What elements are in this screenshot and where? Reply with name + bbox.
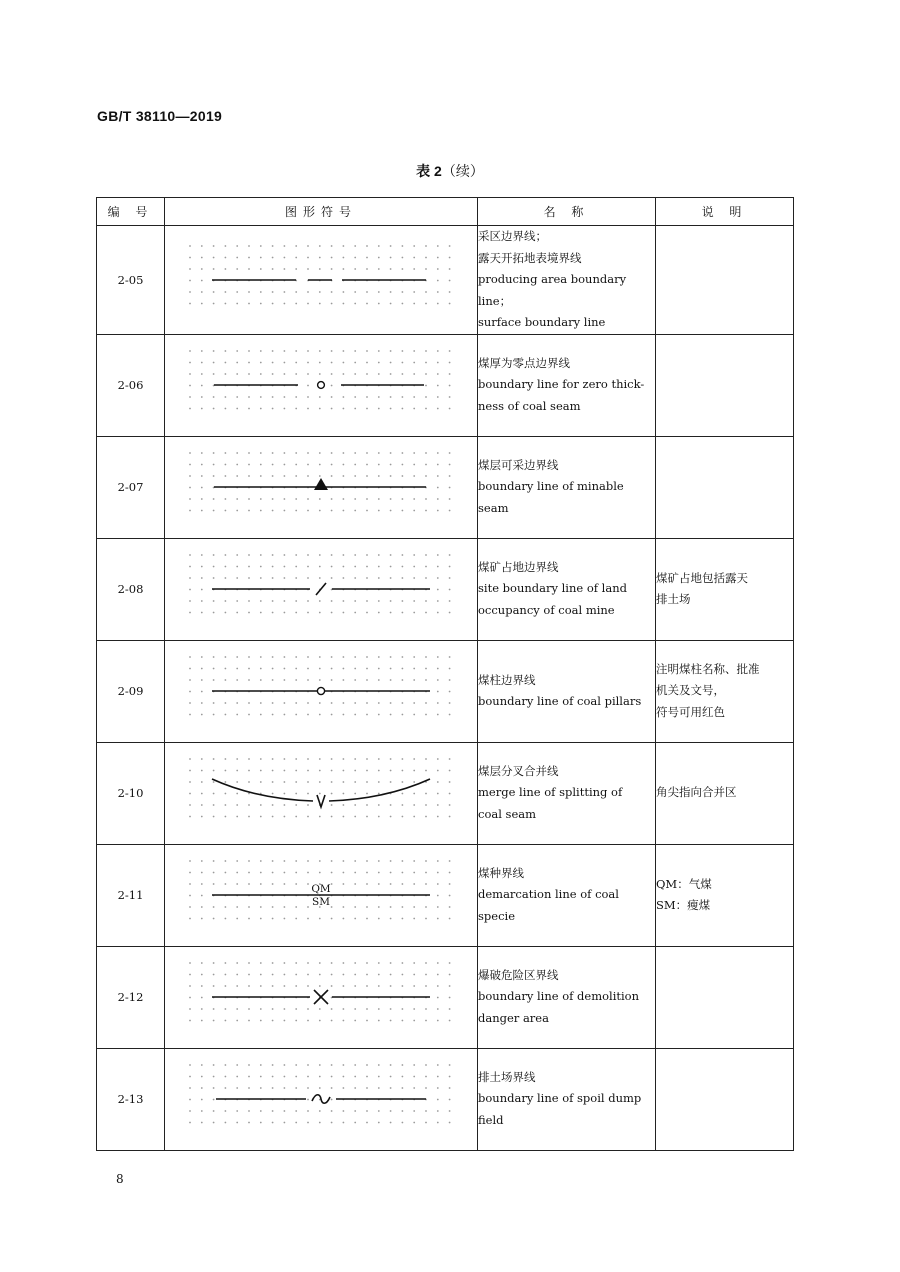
dot-grid bbox=[189, 554, 450, 613]
graphic-symbol bbox=[186, 449, 456, 525]
dot-grid bbox=[189, 350, 450, 409]
symbol-name bbox=[478, 844, 656, 946]
table-title bbox=[0, 161, 900, 181]
symbol-name bbox=[478, 1048, 656, 1150]
note-line: 煤矿占地包括露天 bbox=[656, 570, 748, 585]
symbol-number: 2-11 bbox=[97, 844, 165, 946]
symbol-cell bbox=[165, 742, 478, 844]
symbol-number: 2-05 bbox=[97, 226, 165, 335]
column-header-note: 说 明 bbox=[656, 198, 794, 226]
name-line: coal seam bbox=[478, 806, 537, 821]
tilde-marker bbox=[312, 1095, 330, 1104]
table-row bbox=[97, 1048, 794, 1150]
symbol-cell bbox=[165, 226, 478, 335]
note-line: QM：气煤 bbox=[656, 876, 712, 891]
triangle-marker bbox=[314, 478, 328, 490]
column-header-name: 名 称 bbox=[478, 198, 656, 226]
name-line: surface boundary line bbox=[478, 315, 606, 329]
name-line: 采区边界线； bbox=[478, 229, 547, 243]
table-row bbox=[97, 436, 794, 538]
note-line: 角尖指向合并区 bbox=[656, 785, 737, 800]
symbol-number: 2-13 bbox=[97, 1048, 165, 1150]
graphic-symbol bbox=[186, 755, 456, 831]
column-header-symbol: 图形符号 bbox=[165, 198, 478, 226]
name-line: 煤矿占地边界线 bbox=[478, 559, 559, 574]
table-row bbox=[97, 742, 794, 844]
symbol-name bbox=[478, 436, 656, 538]
name-line: 煤柱边界线 bbox=[478, 672, 536, 687]
name-line: ness of coal seam bbox=[478, 398, 581, 413]
name-line: demarcation line of coal bbox=[478, 887, 619, 902]
name-line: boundary line for zero thick- bbox=[478, 377, 645, 392]
name-line: boundary line of minable bbox=[478, 479, 624, 494]
note-line: 机关及文号， bbox=[656, 683, 725, 698]
name-line: 煤层分叉合并线 bbox=[478, 763, 559, 778]
name-line: boundary line of spoil dump bbox=[478, 1091, 642, 1106]
symbol-label-bottom: SM bbox=[312, 896, 330, 908]
table-title-main: 表 2 bbox=[416, 163, 442, 179]
table-row bbox=[97, 538, 794, 640]
note-line: SM：瘦煤 bbox=[656, 898, 711, 912]
name-line: 爆破危险区界线 bbox=[478, 967, 559, 982]
circle-marker bbox=[318, 382, 325, 389]
symbol-name bbox=[478, 946, 656, 1048]
symbol-cell bbox=[165, 538, 478, 640]
name-line: site boundary line of land bbox=[478, 581, 627, 596]
table-row bbox=[97, 226, 794, 335]
symbol-note bbox=[656, 436, 794, 538]
table-title-suffix: （续） bbox=[441, 164, 484, 180]
symbol-name bbox=[478, 226, 656, 335]
note-line: 注明煤柱名称、批准 bbox=[656, 661, 760, 676]
table-row bbox=[97, 334, 794, 436]
symbol-cell bbox=[165, 946, 478, 1048]
symbol-name bbox=[478, 538, 656, 640]
symbol-note bbox=[656, 844, 794, 946]
symbol-cell bbox=[165, 640, 478, 742]
page-number: 8 bbox=[116, 1172, 124, 1186]
name-line: 煤厚为零点边界线 bbox=[478, 355, 570, 370]
symbol-note bbox=[656, 1048, 794, 1150]
table-body bbox=[97, 226, 794, 1151]
merge-curve-left bbox=[212, 779, 313, 801]
slash-marker bbox=[316, 583, 326, 595]
symbol-number: 2-07 bbox=[97, 436, 165, 538]
dot-grid bbox=[189, 245, 450, 304]
name-line: field bbox=[478, 1112, 504, 1127]
name-line: 露天开拓地表境界线 bbox=[478, 250, 582, 265]
column-header-number: 编 号 bbox=[97, 198, 165, 226]
symbol-number: 2-12 bbox=[97, 946, 165, 1048]
symbol-number: 2-06 bbox=[97, 334, 165, 436]
name-line: occupancy of coal mine bbox=[478, 602, 615, 617]
symbol-cell bbox=[165, 436, 478, 538]
symbol-note bbox=[656, 946, 794, 1048]
name-line: producing area boundary bbox=[478, 272, 627, 286]
symbol-name bbox=[478, 640, 656, 742]
table-row bbox=[97, 844, 794, 946]
symbol-name bbox=[478, 334, 656, 436]
name-line: line； bbox=[478, 293, 512, 308]
symbol-name bbox=[478, 742, 656, 844]
circle-marker bbox=[317, 687, 324, 694]
name-line: seam bbox=[478, 500, 509, 515]
table-header-row bbox=[97, 198, 794, 226]
graphic-symbol bbox=[186, 1061, 456, 1137]
dot-grid bbox=[189, 758, 450, 817]
graphic-symbol bbox=[186, 551, 456, 627]
name-line: 煤层可采边界线 bbox=[478, 457, 559, 472]
table-row bbox=[97, 640, 794, 742]
dot-grid bbox=[189, 1064, 450, 1123]
graphic-symbol bbox=[186, 653, 456, 729]
name-line: merge line of splitting of bbox=[478, 785, 623, 800]
name-line: danger area bbox=[478, 1010, 549, 1025]
symbol-note bbox=[656, 538, 794, 640]
v-marker bbox=[317, 795, 325, 807]
symbol-note bbox=[656, 226, 794, 335]
symbol-note bbox=[656, 742, 794, 844]
graphic-symbol bbox=[186, 347, 456, 423]
symbol-table bbox=[96, 197, 794, 1151]
dot-grid bbox=[189, 962, 450, 1021]
graphic-symbol bbox=[186, 857, 456, 933]
name-line: 煤种界线 bbox=[478, 865, 524, 880]
symbol-cell bbox=[165, 1048, 478, 1150]
symbol-note bbox=[656, 334, 794, 436]
symbol-label-top: QM bbox=[311, 883, 331, 895]
name-line: boundary line of coal pillars bbox=[478, 694, 642, 708]
symbol-note bbox=[656, 640, 794, 742]
name-line: specie bbox=[478, 908, 515, 923]
symbol-number: 2-08 bbox=[97, 538, 165, 640]
symbol-number: 2-10 bbox=[97, 742, 165, 844]
symbol-cell bbox=[165, 844, 478, 946]
standard-code: GB/T 38110—2019 bbox=[97, 108, 223, 124]
name-line: 排土场界线 bbox=[478, 1069, 536, 1084]
name-line: boundary line of demolition bbox=[478, 989, 640, 1004]
symbol-number: 2-09 bbox=[97, 640, 165, 742]
table-row bbox=[97, 946, 794, 1048]
graphic-symbol bbox=[186, 242, 456, 318]
symbol-cell bbox=[165, 334, 478, 436]
dot-grid bbox=[189, 656, 450, 715]
note-line: 排土场 bbox=[656, 592, 691, 606]
graphic-symbol bbox=[186, 959, 456, 1035]
note-line: 符号可用红色 bbox=[656, 704, 725, 719]
